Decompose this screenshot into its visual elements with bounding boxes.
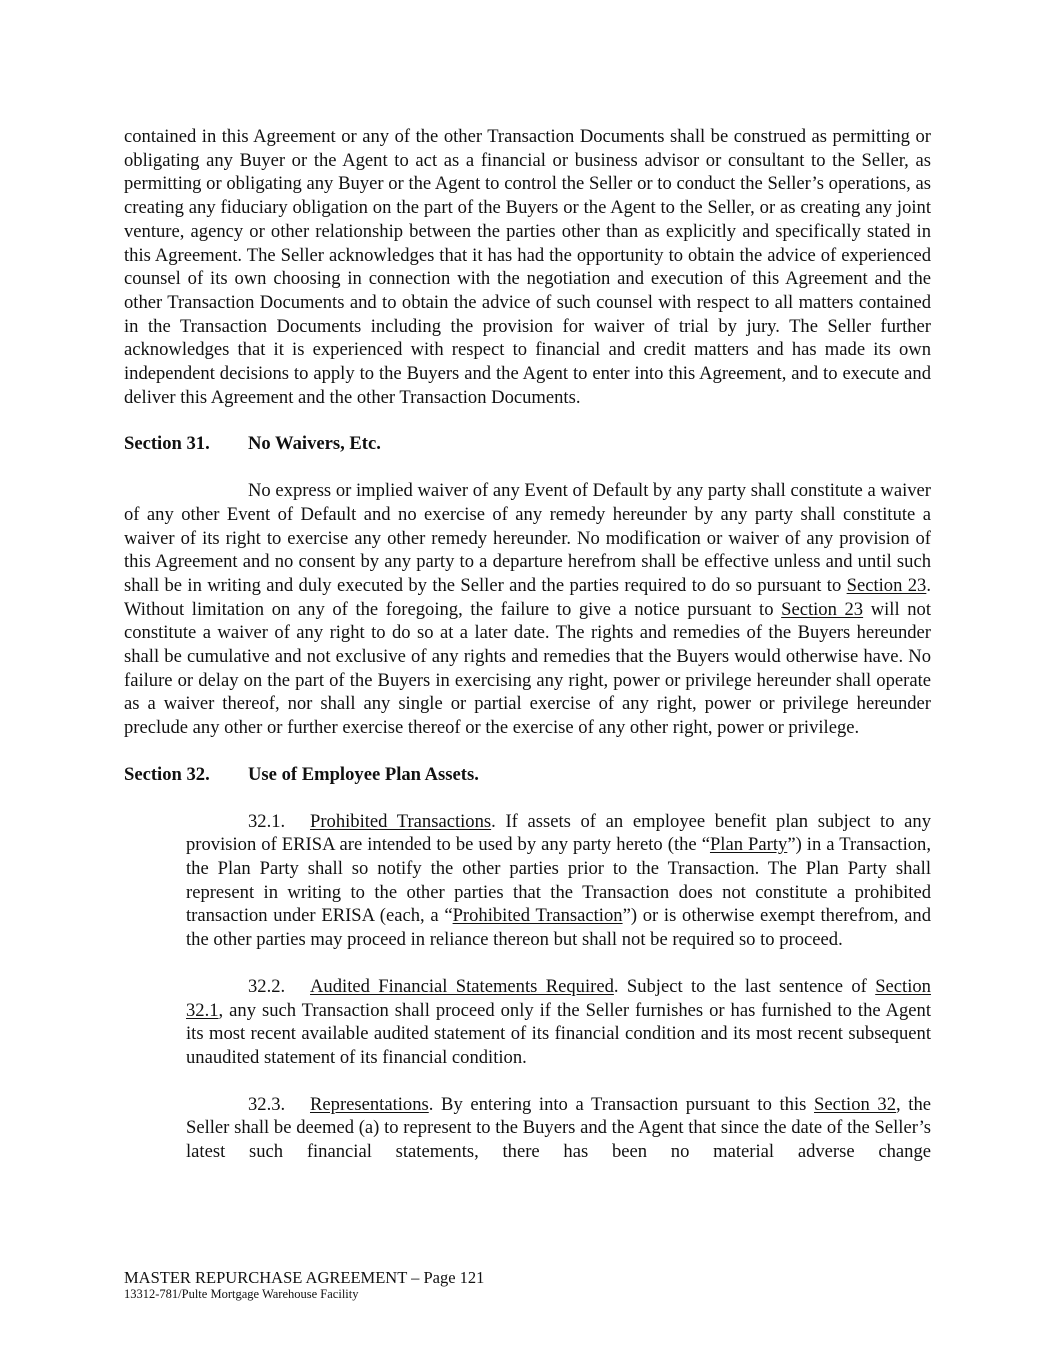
section-31-paragraph	[124, 479, 931, 740]
section-number: Section 32.	[124, 763, 210, 785]
defined-term: Plan Party	[709, 834, 788, 856]
section-23-link[interactable]: Section 23	[781, 598, 864, 620]
text-run: . By entering into a Transaction pursuant to this	[428, 1093, 815, 1115]
subsection-title: Representations	[310, 1093, 429, 1115]
subsection-32-3	[186, 1093, 931, 1164]
footer-title: MASTER REPURCHASE AGREEMENT – Page 121	[124, 1268, 485, 1287]
section-31-heading	[124, 432, 931, 456]
text-run: ”) or is otherwise exempt therefrom, and the other parties may proceed in reliance thereon but shall not be required so to proceed.	[186, 905, 932, 951]
text-run: . Subject to the last sentence of	[613, 975, 876, 997]
subsection-title: Audited Financial Statements Required	[310, 975, 614, 997]
continued-paragraph: contained in this Agreement or any of the other Transaction Documents shall be construed as permitting or obligating any Buyer or the Agent to act as a financial or business advisor or consultant to the Seller, as permitting or obligating any Buyer or the Agent to control the Seller or to conduct the Seller’s operations, as creating any fiduciary obligation on the part of the Buyers or the Agent to the Seller, or as creating any joint venture, agency or other relationship between the parties other than as explicitly and specifically stated in this Agreement. The Seller acknowledges that it has had the opportunity to obtain the advice of experienced counsel of its own choosing in connection with the negotiation and execution of this Agreement and the other Transaction Documents and to obtain the advice of such counsel with respect to all matters contained in the Transaction Documents including the provision for waiver of trial by jury. The Seller further acknowledges that it is experienced with respect to financial and credit matters and has made its own independent decisions to apply to the Buyers and the Agent to enter into this Agreement, and to execute and deliver this Agreement and the other Transaction Documents.	[124, 126, 931, 408]
section-32-link[interactable]: Section 32	[814, 1093, 897, 1115]
section-23-link[interactable]: Section 23	[846, 574, 927, 596]
subsection-number: 32.1.	[248, 810, 286, 832]
text-run: No express or implied waiver of any Event of Default by any party shall constitute a waiver of any other Event of Default and no exercise of any remedy hereunder by any party shall constitute a waiver of its right to exercise any other remedy hereunder. No modification or waiver of any provision of this Agreement and no consent by any party to a departure herefrom shall be effective unless and until such shall be in writing and duly executed by the Seller and the parties required to do so pursuant to	[124, 480, 931, 596]
defined-term: Prohibited Transaction	[452, 905, 623, 927]
page-footer	[124, 1268, 484, 1302]
text-run: . Without limitation on any of the foregoing, the failure to give a notice pursuant to	[124, 574, 932, 620]
subsection-32-2	[186, 975, 931, 1070]
subsection-title: Prohibited Transactions	[310, 810, 492, 832]
section-title: No Waivers, Etc.	[248, 433, 381, 455]
section-32-heading	[124, 763, 931, 787]
text-run: will not constitute a waiver of any right to do so at a later date. The rights and remedies of the Buyers hereunder shall be cumulative and not exclusive of any rights and remedies that the Buyers would otherwise have. No failure or delay on the part of the Buyers in exercising any right, power or privilege hereunder shall operate as a waiver thereof, nor shall any single or partial exercise of any right, power or privilege hereunder preclude any other or further exercise thereof or the exercise of any other right, power or privilege.	[124, 598, 931, 739]
section-title: Use of Employee Plan Assets.	[248, 763, 479, 785]
subsection-number: 32.2.	[248, 975, 286, 997]
subsection-number: 32.3.	[248, 1093, 286, 1115]
section-number: Section 31.	[124, 433, 210, 455]
footer-doc-id: 13312-781/Pulte Mortgage Warehouse Facility	[124, 1287, 359, 1301]
subsection-32-1	[186, 810, 931, 952]
section-32-1-link[interactable]: Section 32.1	[186, 975, 931, 1021]
document-page	[124, 125, 931, 1164]
text-run: . If assets of an employee benefit plan subject to any provision of ERISA are intended to be used by any party hereto (the “	[186, 810, 931, 856]
text-run: , the Seller shall be deemed (a) to represent to the Buyers and the Agent that since the date of the Seller’s latest such financial statements, there has been no material adverse change	[186, 1093, 932, 1163]
text-run: ”) in a Transaction, the Plan Party shall so notify the other parties prior to the Transaction. The Plan Party shall represent in writing to the other parties that the Transaction does not constitute a prohibited transaction under ERISA (each, a “	[186, 834, 932, 927]
text-run: , any such Transaction shall proceed only if the Seller furnishes or has furnished to the Agent its most recent available audited statement of its financial condition and its most recent subsequent unaudited statement of its financial condition.	[186, 999, 931, 1068]
